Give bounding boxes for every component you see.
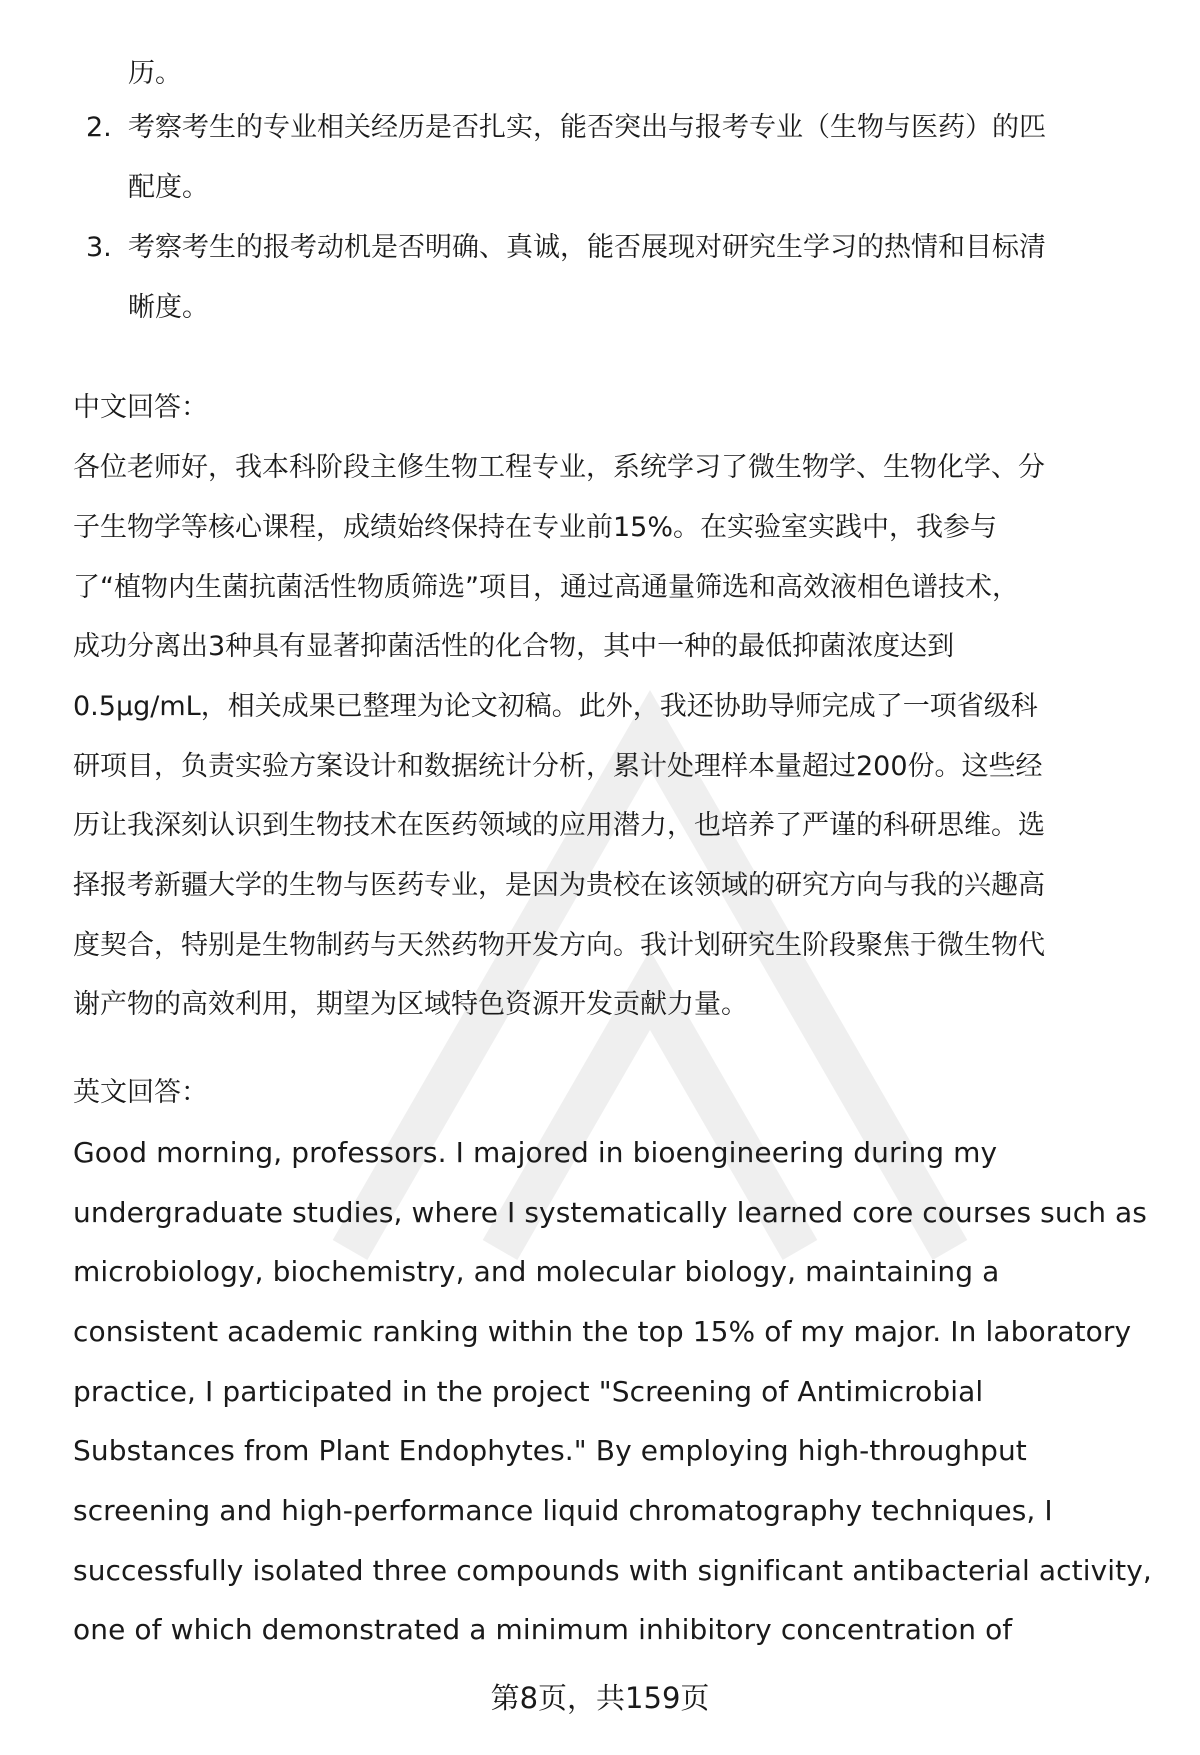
paragraph-line: microbiology, biochemistry, and molecular biology, maintaining a (73, 1255, 1000, 1288)
paragraph-line: practice, I participated in the project "Screening of Antimicrobial (73, 1375, 984, 1408)
list-number: 3. (86, 232, 112, 263)
paragraph-line: 研项目，负责实验方案设计和数据统计分析，累计处理样本量超过200份。这些经 (73, 751, 1043, 782)
paragraph-line: Substances from Plant Endophytes." By employing high-throughput (73, 1434, 1027, 1467)
paragraph-line: successfully isolated three compounds with significant antibacterial activity, (73, 1554, 1152, 1587)
paragraph-line: one of which demonstrated a minimum inhibitory concentration of (73, 1613, 1013, 1646)
list-item-text: 配度。 (128, 172, 209, 203)
paragraph-line: 各位老师好，我本科阶段主修生物工程专业，系统学习了微生物学、生物化学、分 (73, 452, 1045, 483)
paragraph-line: 谢产物的高效利用，期望为区域特色资源开发贡献力量。 (73, 989, 748, 1020)
paragraph-line: 子生物学等核心课程，成绩始终保持在专业前15%。在实验室实践中，我参与 (73, 512, 998, 543)
paragraph-line: 了“植物内生菌抗菌活性物质筛选”项目，通过高通量筛选和高效液相色谱技术， (73, 572, 1019, 603)
paragraph-line: screening and high-performance liquid chromatography techniques, I (73, 1494, 1053, 1527)
paragraph-line: 度契合，特别是生物制药与天然药物开发方向。我计划研究生阶段聚焦于微生物代 (73, 930, 1045, 961)
list-item-text: 考察考生的报考动机是否明确、真诚，能否展现对研究生学习的热情和目标清 (128, 232, 1046, 263)
chinese-answer-heading: 中文回答： (73, 392, 208, 423)
paragraph-line: 择报考新疆大学的生物与医药专业，是因为贵校在该领域的研究方向与我的兴趣高 (73, 870, 1045, 901)
paragraph-line: Good morning, professors. I majored in bioengineering during my (73, 1136, 998, 1169)
paragraph-line: 成功分离出3种具有显著抑菌活性的化合物，其中一种的最低抑菌浓度达到 (73, 631, 955, 662)
list-item-continuation: 历。 (128, 58, 182, 89)
paragraph-line: 0.5μg/mL，相关成果已整理为论文初稿。此外，我还协助导师完成了一项省级科 (73, 691, 1038, 722)
paragraph-line: consistent academic ranking within the top 15% of my major. In laboratory (73, 1315, 1132, 1348)
paragraph-line: undergraduate studies, where I systematically learned core courses such as (73, 1196, 1147, 1229)
page-number: 第8页，共159页 (490, 1681, 710, 1715)
paragraph-line: 历让我深刻认识到生物技术在医药领域的应用潜力，也培养了严谨的科研思维。选 (73, 810, 1045, 841)
list-item-text: 考察考生的专业相关经历是否扎实，能否突出与报考专业（生物与医药）的匹 (128, 112, 1046, 143)
list-number: 2. (86, 112, 112, 143)
list-item-text: 晰度。 (128, 292, 209, 323)
english-answer-heading: 英文回答： (73, 1077, 208, 1108)
